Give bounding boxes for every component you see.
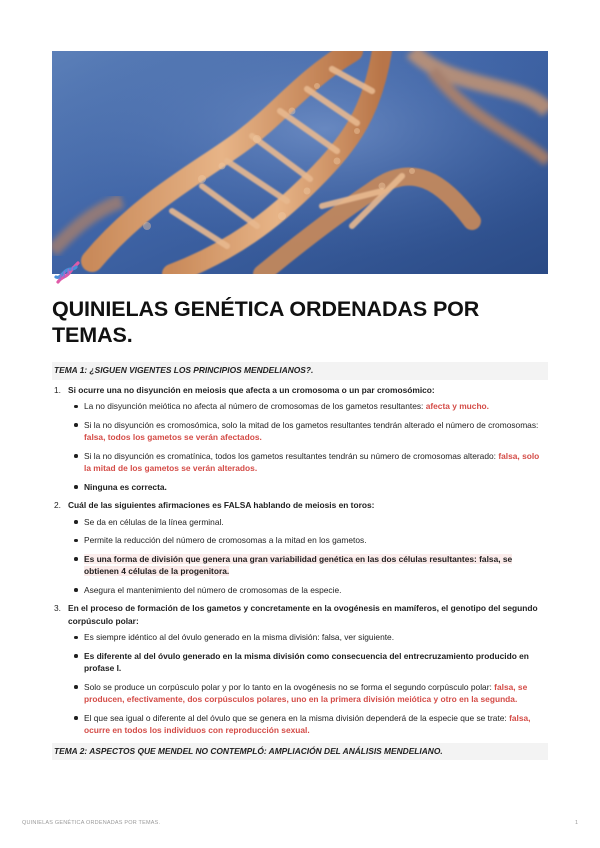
page-number: 1: [574, 820, 578, 826]
question-2: [54, 499, 548, 596]
dna-icon: [52, 258, 82, 288]
answer-text: Permite la reducción del número de cromosomas a la mitad en los gametos.: [84, 535, 367, 545]
question-number: 3.: [54, 603, 61, 613]
answer-note: falsa, ocurre en todos los individuos con reproducción sexual.: [84, 712, 531, 735]
answer-note: falsa, se producen, efectivamente, dos corpúsculos polares, uno en la primera división meiótica y otro en la segunda.: [84, 681, 528, 704]
answer-text: Es diferente al del óvulo generado en la misma división como consecuencia del entrecruzamiento producido en profase I.: [84, 650, 529, 673]
answer-list: [68, 631, 548, 737]
answer-item: [84, 712, 548, 737]
answer-item: [84, 516, 548, 529]
answer-text: Se da en células de la línea germinal.: [84, 516, 224, 527]
answer-text: Es una forma de división que genera una gran variabilidad genética en las dos células resultantes: falsa, se obtienen 4 células de la progenitora.: [84, 553, 513, 576]
question-text: Cuál de las siguientes afirmaciones es FALSA hablando de meiosis en toros:: [68, 500, 375, 510]
answer-text: Es siempre idéntico al del óvulo generado en la misma división: falsa, ver siguiente.: [84, 632, 395, 642]
question-text: Si ocurre una no disyunción en meiosis que afecta a un cromosoma o un par cromosómico:: [68, 384, 435, 395]
answer-item: [84, 681, 548, 706]
answer-item-correct: [84, 553, 548, 578]
answer-text: Si la no disyunción es cromatínica, todos los gametos resultantes tendrán su número de cromosomas alterado:: [84, 450, 499, 461]
answer-text: El que sea igual o diferente al del óvulo que se genera en la misma división dependerá de la especie que se trate:: [84, 712, 510, 723]
question-3: [54, 602, 548, 737]
answer-note: afecta y mucho.: [425, 401, 490, 411]
answer-list: [68, 516, 548, 597]
document-content: [52, 362, 548, 764]
answer-text: Ninguna es correcta.: [84, 481, 167, 492]
answer-item: [84, 534, 548, 547]
answer-item-correct: [84, 481, 548, 494]
answer-note: falsa, todos los gametos se verán afectados.: [84, 432, 262, 442]
question-number: 1.: [54, 384, 61, 395]
question-list: [52, 384, 548, 737]
footer-title: QUINIELAS GENÉTICA ORDENADAS POR TEMAS.: [22, 820, 161, 826]
answer-item: [84, 400, 548, 413]
answer-text: Asegura el mantenimiento del número de cromosomas de la especie.: [84, 584, 342, 595]
answer-item-correct: [84, 650, 548, 675]
answer-list: [68, 400, 548, 493]
answer-note: falsa, solo la mitad de los gametos se verán alterados.: [84, 450, 540, 473]
answer-item: [84, 419, 548, 444]
topic-heading-1: TEMA 1: ¿SIGUEN VIGENTES LOS PRINCIPIOS MENDELIANOS?.: [52, 362, 548, 380]
question-number: 2.: [54, 500, 61, 510]
answer-text: Solo se produce un corpúsculo polar y por lo tanto en la ovogénesis no se forma el segundo corpúsculo polar:: [84, 681, 495, 692]
answer-text: La no disyunción meiótica no afecta al número de cromosomas de los gametos resultantes:: [84, 401, 426, 411]
answer-item: [84, 450, 548, 475]
answer-text: Si la no disyunción es cromosómica, solo la mitad de los gametos resultantes tendrán alterado el número de cromosomas:: [84, 419, 539, 430]
answer-item: [84, 631, 548, 644]
answer-item: [84, 584, 548, 597]
question-text: En el proceso de formación de los gametos y concretamente en la ovogénesis en mamíferos, el genotipo del segundo corpúsculo polar:: [68, 603, 538, 626]
question-1: [54, 384, 548, 494]
topic-heading-2: TEMA 2: ASPECTOS QUE MENDEL NO CONTEMPLÓ: AMPLIACIÓN DEL ANÁLISIS MENDELIANO.: [52, 743, 548, 761]
cover-image: [52, 51, 548, 274]
page-title: QUINIELAS GENÉTICA ORDENADAS POR TEMAS.: [52, 297, 480, 347]
